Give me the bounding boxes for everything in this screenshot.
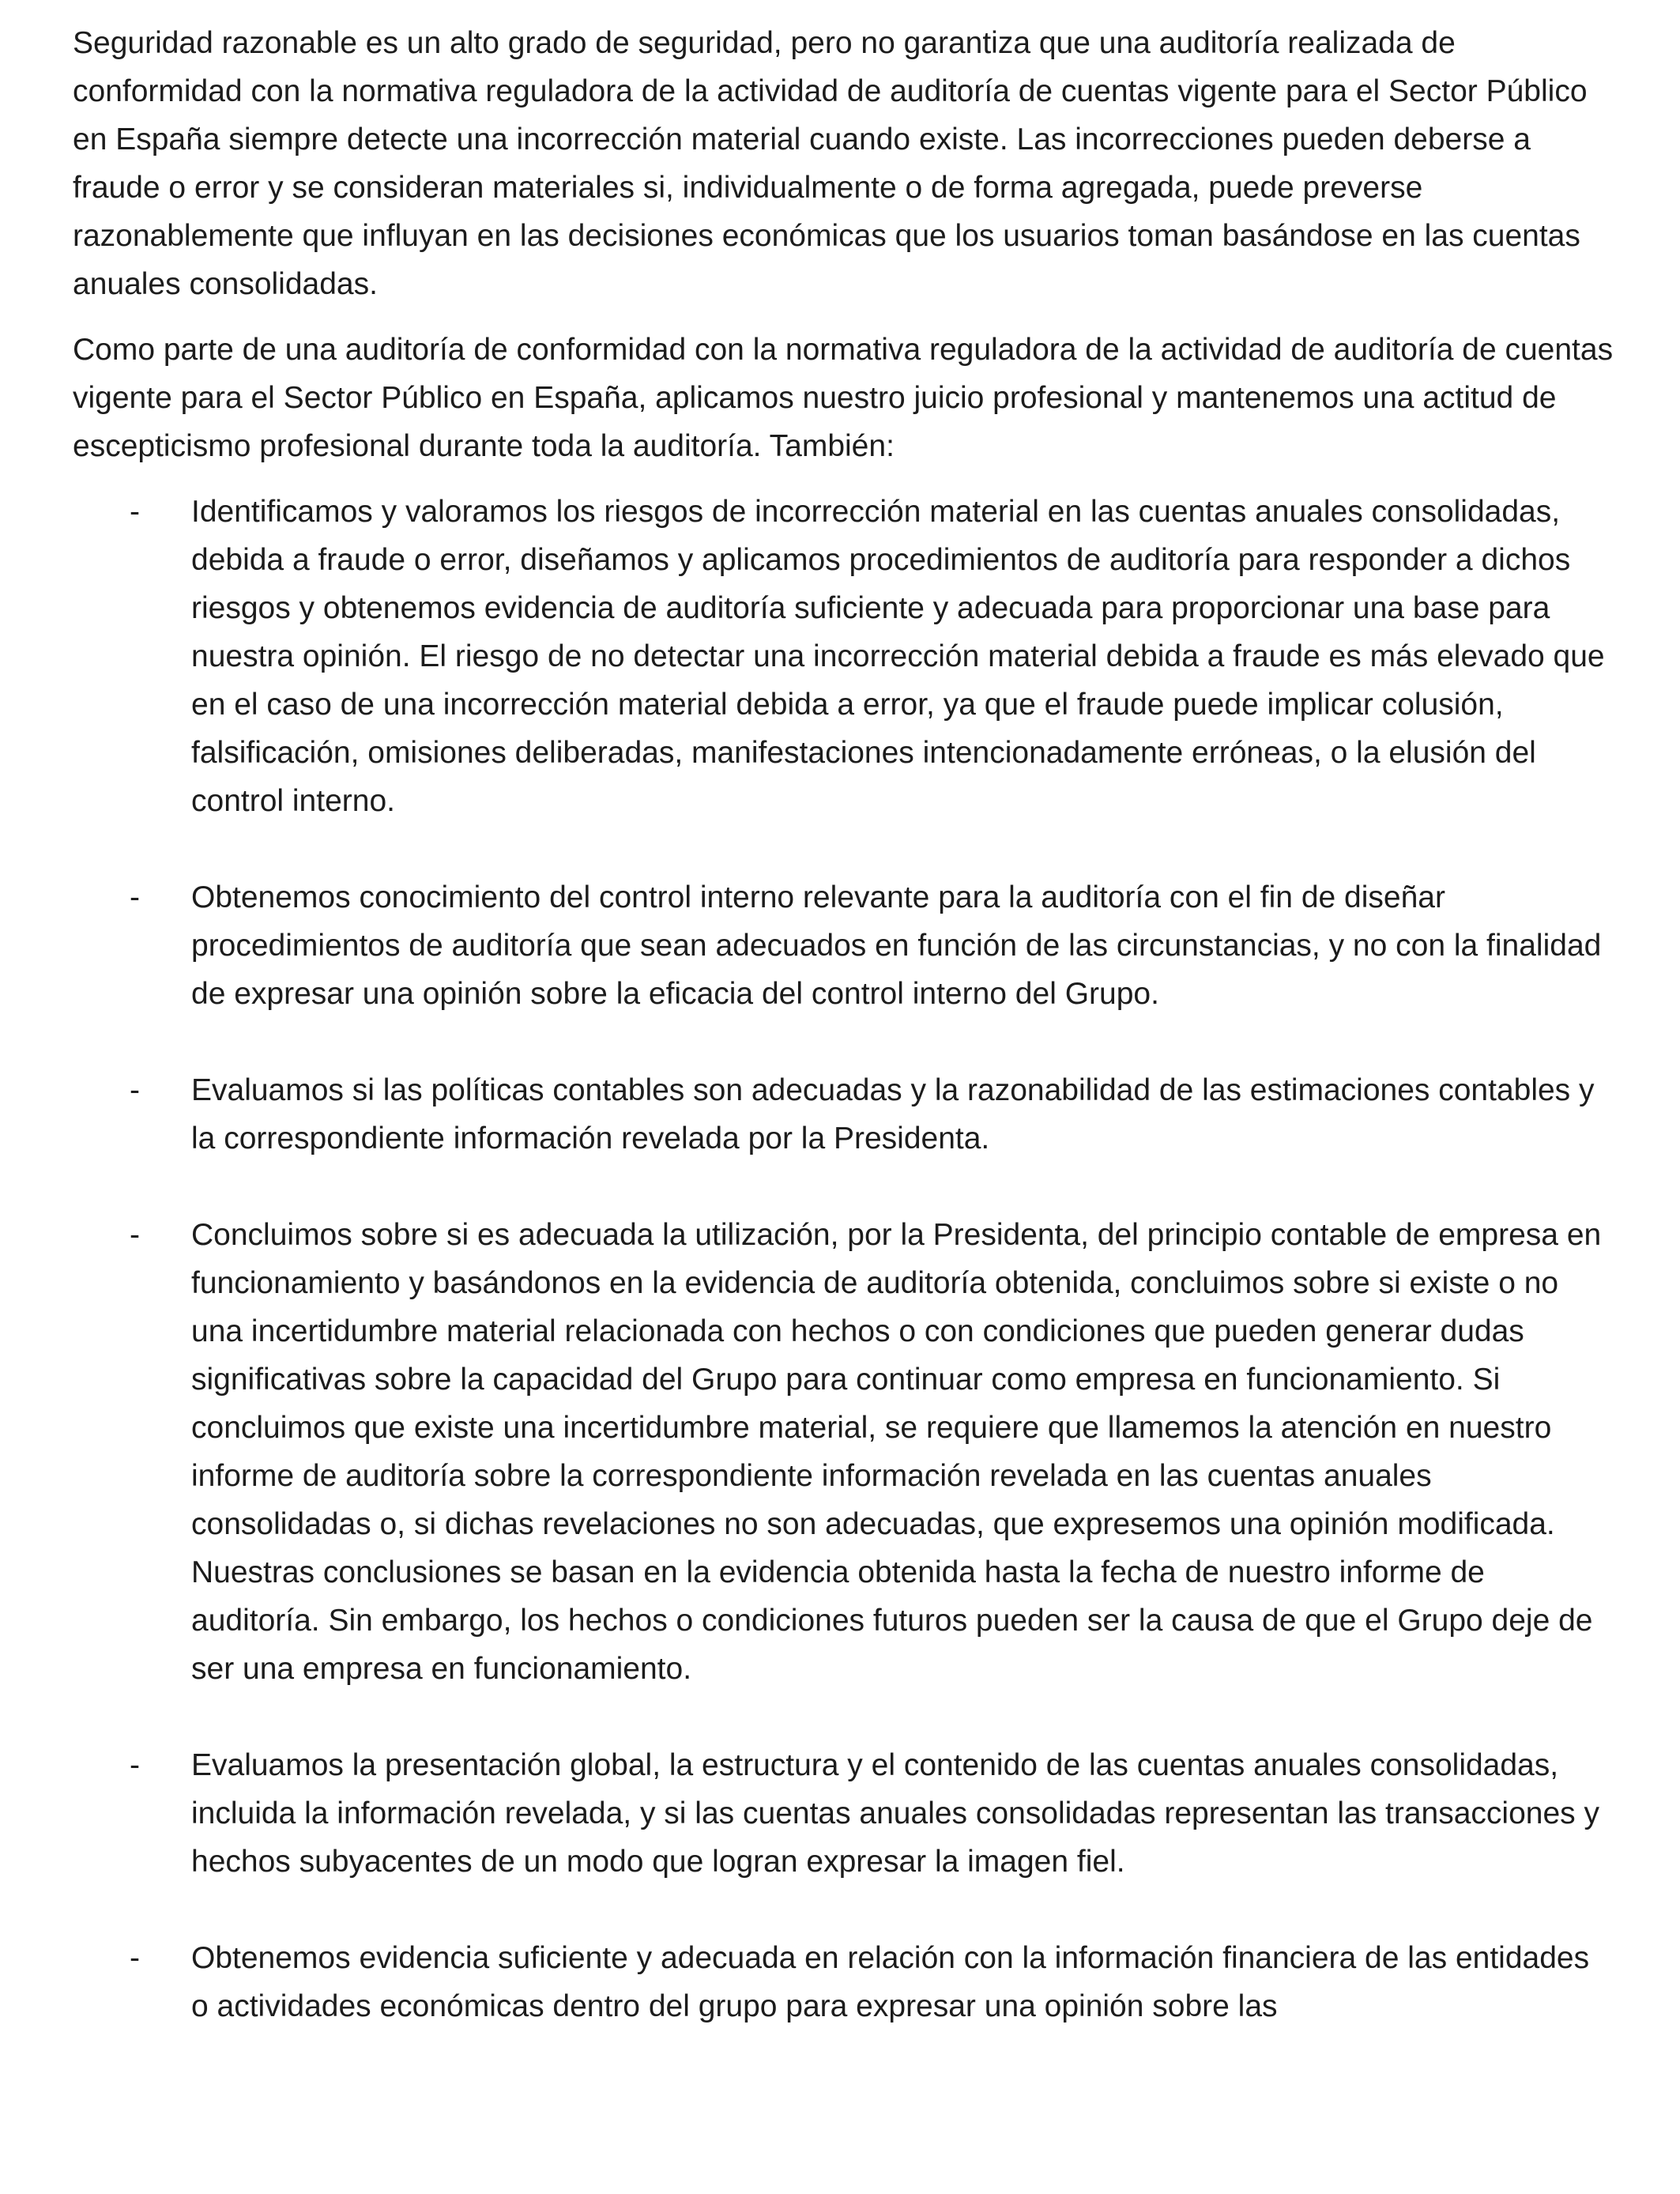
list-bullet-dash: - bbox=[130, 1073, 140, 1107]
list-item bbox=[73, 488, 1614, 825]
list-bullet-dash: - bbox=[130, 495, 140, 529]
audit-procedures-list bbox=[73, 488, 1614, 2030]
list-item-text: Evaluamos si las políticas contables son adecuadas y la razonabilidad de las estimaciones contables y la correspondiente información revelada por la Presidenta. bbox=[191, 1073, 1595, 1155]
list-item-text: Concluimos sobre si es adecuada la utilización, por la Presidenta, del principio contable de empresa en funcionamiento y basándonos en la evidencia de auditoría obtenida, concluimos sobre si existe o no una incertidumbre material relacionada con hechos o con condiciones que pueden generar dudas significativas sobre la capacidad del Grupo para continuar como empresa en funcionamiento. Si concluimos que existe una incertidumbre material, se requiere que llamemos la atención en nuestro informe de auditoría sobre la correspondiente información revelada en las cuentas anuales consolidadas o, si dichas revelaciones no son adecuadas, que expresemos una opinión modificada. Nuestras conclusiones se basan en la evidencia obtenida hasta la fecha de nuestro informe de auditoría. Sin embargo, los hechos o condiciones futuros pueden ser la causa de que el Grupo deje de ser una empresa en funcionamiento. bbox=[191, 1218, 1602, 1686]
list-item-text: Identificamos y valoramos los riesgos de incorrección material en las cuentas anuales consolidadas, debida a fraude o error, diseñamos y aplicamos procedimientos de auditoría para responder a dichos riesgos y obtenemos evidencia de auditoría suficiente y adecuada para proporcionar una base para nuestra opinión. El riesgo de no detectar una incorrección material debida a fraude es más elevado que en el caso de una incorrección material debida a error, ya que el fraude puede implicar colusión, falsificación, omisiones deliberadas, manifestaciones intencionadamente erróneas, o la elusión del control interno. bbox=[191, 495, 1605, 818]
list-item bbox=[73, 873, 1614, 1018]
list-item bbox=[73, 1934, 1614, 2030]
list-item-text: Obtenemos conocimiento del control interno relevante para la auditoría con el fin de diseñar procedimientos de auditoría que sean adecuados en función de las circunstancias, y no con la finalidad de expresar una opinión sobre la eficacia del control interno del Grupo. bbox=[191, 880, 1602, 1011]
document-page bbox=[73, 19, 1614, 2079]
list-item bbox=[73, 1211, 1614, 1693]
list-bullet-dash: - bbox=[130, 1218, 140, 1252]
paragraph-reasonable-assurance: Seguridad razonable es un alto grado de seguridad, pero no garantiza que una auditoría realizada de conformidad con la normativa reguladora de la actividad de auditoría de cuentas vigente para el Sector Público en España siempre detecte una incorrección material cuando existe. Las incorrecciones pueden deberse a fraude o error y se consideran materiales si, individualmente o de forma agregada, puede preverse razonablemente que influyan en las decisiones económicas que los usuarios toman basándose en las cuentas anuales consolidadas. bbox=[73, 26, 1588, 301]
list-item-text: Obtenemos evidencia suficiente y adecuada en relación con la información financiera de las entidades o actividades económicas dentro del grupo para expresar una opinión sobre las bbox=[191, 1941, 1590, 2023]
list-bullet-dash: - bbox=[130, 1941, 140, 1975]
list-item bbox=[73, 1741, 1614, 1886]
list-bullet-dash: - bbox=[130, 880, 140, 914]
paragraph-audit-approach: Como parte de una auditoría de conformidad con la normativa reguladora de la actividad de auditoría de cuentas vigente para el Sector Público en España, aplicamos nuestro juicio profesional y mantenemos una actitud de escepticismo profesional durante toda la auditoría. También: bbox=[73, 333, 1614, 463]
list-item bbox=[73, 1066, 1614, 1163]
list-item-text: Evaluamos la presentación global, la estructura y el contenido de las cuentas anuales consolidadas, incluida la información revelada, y si las cuentas anuales consolidadas representan las transacciones y hechos subyacentes de un modo que logran expresar la imagen fiel. bbox=[191, 1748, 1600, 1879]
list-bullet-dash: - bbox=[130, 1748, 140, 1782]
